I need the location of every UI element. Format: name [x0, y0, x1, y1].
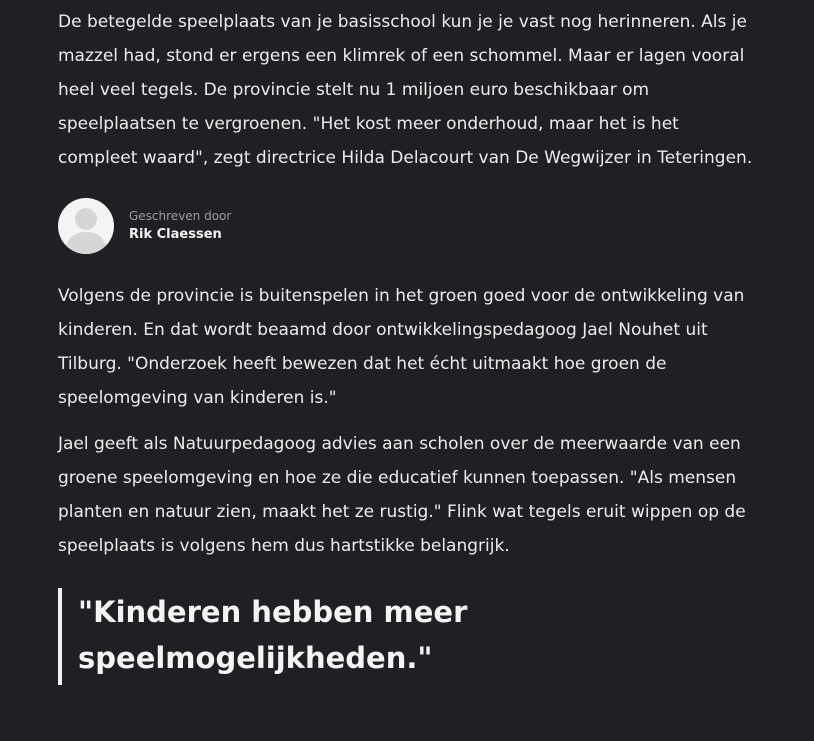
author-name[interactable]: Rik Claessen — [129, 227, 222, 242]
article-body — [58, 0, 758, 685]
body-paragraph: Jael geeft als Natuurpedagoog advies aan scholen over de meerwaarde van een groene speelomgeving en hoe ze die educatief kunnen toepassen. "Als mensen planten en natuur zien, maakt het ze rustig." Flink wat tegels eruit wippen op de speelplaats is volgens hem dus hartstikke belangrijk. — [58, 434, 746, 556]
user-silhouette-icon — [58, 198, 114, 254]
author-meta — [129, 207, 231, 245]
body-paragraph: Volgens de provincie is buitenspelen in het groen goed voor de ontwikkeling van kinderen. En dat wordt beaamd door ontwikkelingspedagoog Jael Nouhet uit Tilburg. "Onderzoek heeft bewezen dat het écht uitmaakt hoe groen de speelomgeving van kinderen is." — [58, 286, 745, 408]
pull-quote: "Kinderen hebben meer speelmogelijkheden." — [58, 588, 758, 685]
intro-paragraph: De betegelde speelplaats van je basisschool kun je je vast nog herinneren. Als je mazzel had, stond er ergens een klimrek of een schommel. Maar er lagen vooral heel veel tegels. De provincie stelt nu 1 miljoen euro beschikbaar om speelplaatsen te vergroenen. "Het kost meer onderhoud, maar het is het compleet waard", zegt directrice Hilda Delacourt van De Wegwijzer in Teteringen. — [58, 12, 753, 168]
author-label: Geschreven door — [129, 209, 232, 223]
author-byline — [58, 197, 758, 255]
author-avatar — [58, 198, 114, 254]
